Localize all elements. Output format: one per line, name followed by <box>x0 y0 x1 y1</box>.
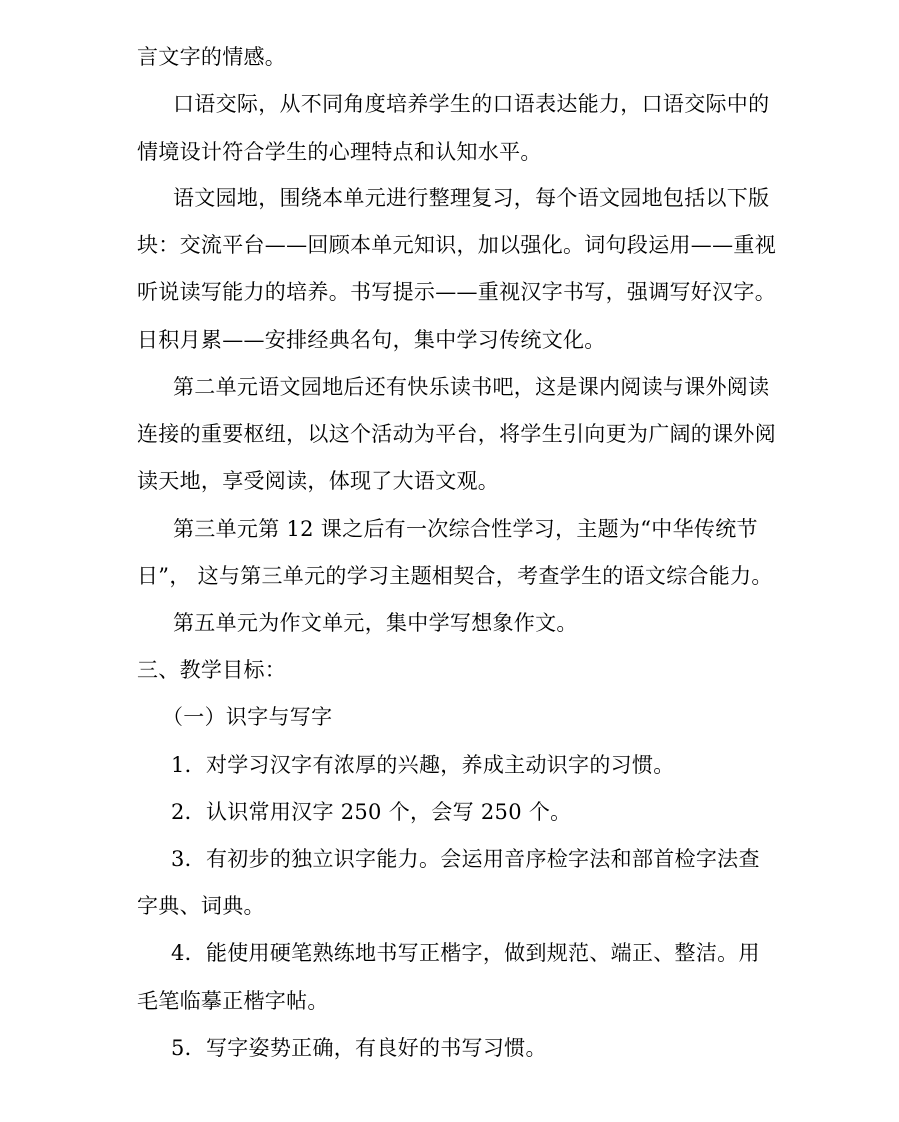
list-item: 3．有初步的独立识字能力。会运用音序检字法和部首检字法查 <box>171 847 760 871</box>
paragraph-line: 语文园地，围绕本单元进行整理复习，每个语文园地包括以下版 <box>173 186 770 210</box>
paragraph-line: 第二单元语文园地后还有快乐读书吧，这是课内阅读与课外阅读 <box>173 375 770 399</box>
paragraph-line: 听说读写能力的培养。书写提示——重视汉字书写，强调写好汉字。 <box>137 280 776 304</box>
paragraph-line: 日积月累——安排经典名句，集中学习传统文化。 <box>137 328 606 352</box>
paragraph-line: 言文字的情感。 <box>137 45 287 69</box>
subsection-heading: （一）识字与写字 <box>162 705 333 729</box>
section-heading: 三、教学目标： <box>137 658 287 682</box>
list-item: 4．能使用硬笔熟练地书写正楷字，做到规范、端正、整洁。用 <box>171 941 760 965</box>
list-item-continuation: 毛笔临摹正楷字帖。 <box>137 989 329 1013</box>
list-item: 1．对学习汉字有浓厚的兴趣，养成主动识字的习惯。 <box>171 753 675 777</box>
list-item: 2．认识常用汉字 250 个，会写 250 个。 <box>171 800 572 824</box>
paragraph-line: 口语交际，从不同角度培养学生的口语表达能力，口语交际中的 <box>173 92 770 116</box>
list-item-continuation: 字典、词典。 <box>137 894 265 918</box>
paragraph-line: 第五单元为作文单元，集中学写想象作文。 <box>173 611 578 635</box>
paragraph-line: 读天地，享受阅读，体现了大语文观。 <box>137 469 500 493</box>
paragraph-line: 第三单元第 12 课之后有一次综合性学习，主题为“中华传统节 <box>173 517 758 541</box>
paragraph-line: 块：交流平台——回顾本单元知识，加以强化。词句段运用——重视 <box>137 233 776 257</box>
paragraph-line: 情境设计符合学生的心理特点和认知水平。 <box>137 140 542 164</box>
paragraph-line: 日”， 这与第三单元的学习主题相契合，考查学生的语文综合能力。 <box>137 564 773 588</box>
paragraph-line: 连接的重要枢纽，以这个活动为平台，将学生引向更为广阔的课外阅 <box>137 422 776 446</box>
list-item: 5．写字姿势正确，有良好的书写习惯。 <box>171 1036 547 1060</box>
